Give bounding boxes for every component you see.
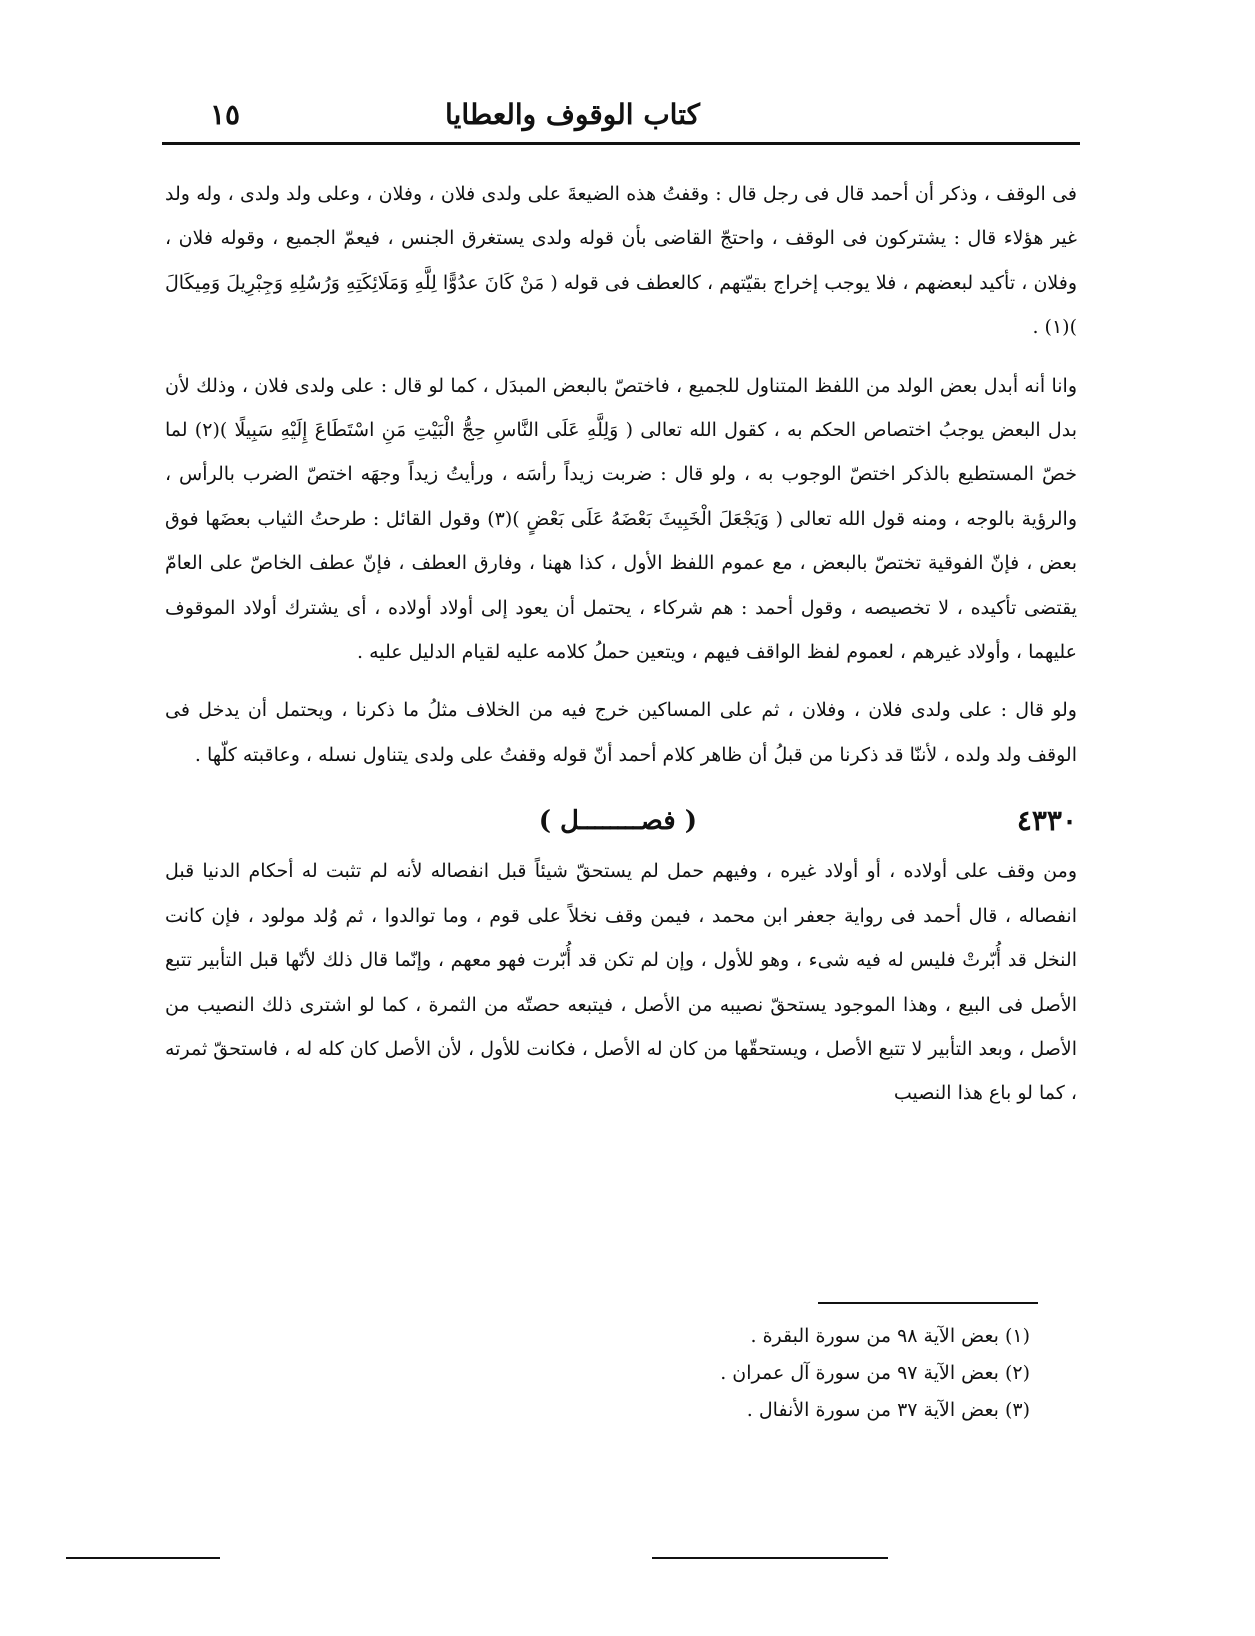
footnote-1: (١) بعض الآية ٩٨ من سورة البقرة . xyxy=(750,1325,1030,1347)
paragraph-2: وانا أنه أبدل بعض الولد من اللفظ المتناول للجميع ، فاختصّ بالبعض المبدَل ، كما لو قال : على ولدى فلان ، وذلك لأن بدل البعض يوجبُ اختصاص الحكم به ، كقول الله تعالى ( وَلِلَّهِ عَلَى النَّاسِ حِجُّ الْبَيْتِ مَنِ اسْتَطَاعَ إِلَيْهِ سَبِيلًا )(٢) لما خصّ المستطيع بالذكر اختصّ الوجوب به ، ولو قال : ضربت زيداً رأسَه ، ورأيتُ زيداً وجهَه اختصّ الضرب بالرأس ، والرؤية بالوجه ، ومنه قول الله تعالى ( وَيَجْعَلَ الْخَبِيثَ بَعْضَهُ عَلَى بَعْضٍ )(٣) وقول القائل : طرحتُ الثياب بعضَها فوق بعض ، فإنّ الفوقية تختصّ بالبعض ، مع عموم اللفظ الأول ، كذا ههنا ، وفارق العطف ، فإنّ عطف الخاصّ على العامّ يقتضى تأكيده ، لا تخصيصه ، وقول أحمد : هم شركاء ، يحتمل أن يعود إلى أولاد أولاده ، أى يشترك أولاد الموقوف عليهما ، وأولاد غيرهم ، لعموم لفظ الواقف فيهم ، ويتعين حملُ كلامه عليه لقيام الدليل عليه . xyxy=(165,374,1077,664)
page-number: ١٥ xyxy=(210,98,241,131)
running-title: كتاب الوقوف والعطايا xyxy=(445,98,700,131)
paragraph-gap xyxy=(165,777,1077,791)
paragraph-gap xyxy=(165,350,1077,364)
section-paragraph: ومن وقف على أولاده ، أو أولاد غيره ، وفيهم حمل لم يستحقّ شيئاً قبل انفصاله لأنه لم تثبت له أحكام الدنيا قبل انفصاله ، قال أحمد فى رواية جعفر ابن محمد ، فيمن وقف نخلاً على قوم ، وما توالدوا ، ثم وُلد مولود ، فإن كانت النخل قد أُبّرتْ فليس له فيه شىء ، وهو للأول ، وإن لم تكن قد أُبّرت فهو معهم ، وإنّما قال ذلك لأنّها قبل التأبير تتبع الأصل فى البيع ، وهذا الموجود يستحقّ نصيبه من الأصل ، فيتبعه حصتّه من الثمرة ، كما لو اشترى ذلك النصيب من الأصل ، وبعد التأبير لا تتبع الأصل ، ويستحقّها من كان له الأصل ، فكانت للأول ، لأن الأصل كان كله له ، فاستحقّ ثمرته ، كما لو باع هذا النصيب xyxy=(165,860,1077,1105)
section-heading xyxy=(165,791,1077,849)
footnote-rule xyxy=(818,1302,1038,1304)
footnote-3: (٣) بعض الآية ٣٧ من سورة الأنفال . xyxy=(746,1399,1030,1421)
section-number: ٤٣٣٠ xyxy=(1016,804,1077,838)
footnote-2: (٢) بعض الآية ٩٧ من سورة آل عمران . xyxy=(720,1362,1030,1384)
bottom-rule-left xyxy=(66,1557,220,1559)
paragraph-gap xyxy=(165,674,1077,688)
bottom-rule-center xyxy=(652,1557,888,1559)
section-title: ( فصــــــــل ) xyxy=(538,806,697,837)
page-header xyxy=(160,92,1080,140)
footnotes xyxy=(600,1318,1030,1429)
body-text xyxy=(165,172,1077,1116)
paragraph-1: فى الوقف ، وذكر أن أحمد قال فى رجل قال : وقفتُ هذه الضيعةَ على ولدى فلان ، وفلان ، وعلى ولد ولدى ، وله ولد غير هؤلاء قال : يشتركون فى الوقف ، واحتجّ القاضى بأن قوله ولدى يستغرق الجنس ، فيعمّ الجميع ، وقوله فلان ، وفلان ، تأكيد لبعضهم ، فلا يوجب إخراج بقيّتهم ، كالعطف فى قوله ( مَنْ كَانَ عدُوًّا لِلَّهِ وَمَلَائِكَتِهِ وَرُسُلِهِ وَجِبْرِيلَ وَمِيكَالَ )(١) . xyxy=(165,183,1077,339)
header-rule xyxy=(162,142,1080,145)
paragraph-3: ولو قال : على ولدى فلان ، وفلان ، ثم على المساكين خرج فيه من الخلاف مثلُ ما ذكرنا ، ويحتمل أن يدخل فى الوقف ولد ولده ، لأننّا قد ذكرنا من قبلُ أن ظاهر كلام أحمد أنّ قوله وقفتُ على ولدى يتناول نسله ، وعاقبته كلّها . xyxy=(165,699,1077,766)
